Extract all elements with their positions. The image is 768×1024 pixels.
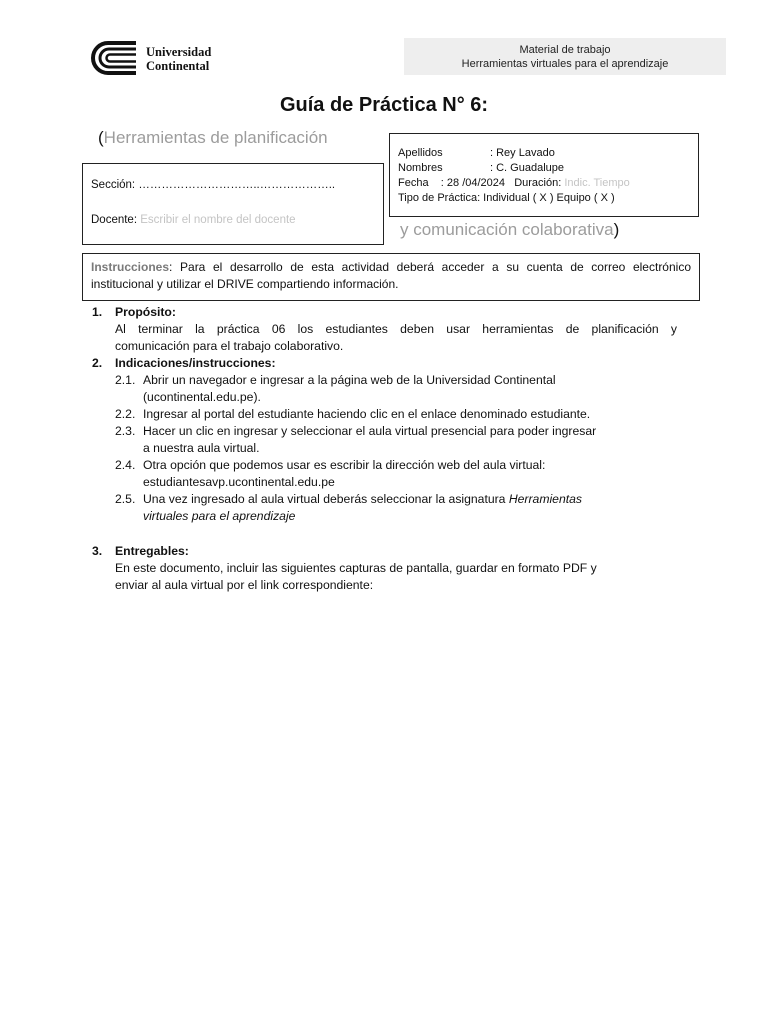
step-text: virtuales para el aprendizaje (143, 509, 296, 523)
seccion-label: Sección: (91, 179, 139, 191)
step-text: Abrir un navegador e ingresar a la página web de la Universidad Continental (143, 373, 556, 387)
subtitle-open-paren: ( (98, 128, 104, 147)
tipo-row: Tipo de Práctica: Individual ( X ) Equipo ( X ) (398, 192, 615, 204)
apellidos-value: : Rey Lavado (490, 147, 555, 159)
section-3-heading: Entregables: (115, 544, 189, 558)
section-1-line-1: Al terminar la práctica 06 los estudiantes deben usar herramientas de planificación y (115, 322, 677, 336)
instructions-box (82, 253, 700, 301)
step-text: Otra opción que podemos usar es escribir la dirección web del aula virtual: (143, 458, 546, 472)
university-logo (90, 40, 230, 80)
nombres-value: : C. Guadalupe (490, 162, 564, 174)
apellidos-label: Apellidos (398, 147, 443, 159)
section-1-number: 1. (92, 305, 103, 319)
step-number: 2.4. (115, 458, 136, 472)
duracion-value[interactable]: Indic. Tiempo (564, 177, 630, 189)
subtitle-part-1 (98, 128, 328, 148)
step-number: 2.2. (115, 407, 136, 421)
subtitle-text-2: y comunicación colaborativa (400, 220, 614, 239)
docente-label: Docente: (91, 214, 141, 226)
step-text: (ucontinental.edu.pe). (143, 390, 261, 404)
step-text: Una vez ingresado al aula virtual deberás seleccionar la asignatura (143, 492, 509, 506)
header-line-1: Material de trabajo (519, 44, 611, 56)
instructions-text: : Para el desarrollo de esta actividad deberá acceder a su cuenta de correo electrónico institucional y utilizar el DRIVE compartiendo información. (91, 260, 691, 291)
subtitle-close-paren: ) (613, 220, 620, 239)
section-2-number: 2. (92, 356, 103, 370)
student-info-box (389, 133, 699, 217)
seccion-field[interactable]: …………………………..……………….. (138, 179, 336, 191)
section-1-heading: Propósito: (115, 305, 176, 319)
seccion-row (91, 179, 335, 191)
step-text: Hacer un clic en ingresar y seleccionar el aula virtual presencial para poder ingresar (143, 424, 597, 438)
subtitle-part-2 (400, 220, 619, 240)
section-2-heading: Indicaciones/instrucciones: (115, 356, 276, 370)
university-logo-icon (90, 40, 140, 76)
apellidos-row (398, 147, 555, 159)
section-3-line-2: enviar al aula virtual por el link correspondiente: (115, 578, 374, 592)
step-number: 2.1. (115, 373, 136, 387)
page-title: Guía de Práctica N° 6: (279, 94, 489, 116)
fecha-text: Fecha : 28 /04/2024 (398, 177, 515, 189)
logo-line-2: Continental (146, 59, 210, 73)
subtitle-text-1: Herramientas de planificación (103, 128, 328, 147)
fecha-row (398, 177, 630, 189)
step-number: 2.3. (115, 424, 136, 438)
document-header (404, 38, 726, 75)
step-link-text: estudiantesavp.ucontinental.edu.pe (143, 475, 335, 489)
section-3-number: 3. (92, 544, 103, 558)
nombres-label: Nombres (398, 162, 443, 174)
section-3-line-1: En este documento, incluir las siguientes capturas de pantalla, guardar en formato PDF y (115, 561, 597, 575)
docente-field[interactable]: Escribir el nombre del docente (140, 214, 296, 226)
section-docente-box (82, 163, 384, 245)
step-text: Ingresar al portal del estudiante haciendo clic en el enlace denominado estudiante. (143, 407, 591, 421)
section-1-line-2: comunicación para el trabajo colaborativo. (115, 339, 344, 353)
duracion-label: Duración: (514, 177, 565, 189)
step-number: 2.5. (115, 492, 136, 506)
step-text-row (143, 491, 582, 508)
header-line-2: Herramientas virtuales para el aprendizaje (461, 58, 669, 70)
step-text: a nuestra aula virtual. (143, 441, 260, 455)
nombres-row (398, 162, 564, 174)
step-text-italic: Herramientas (508, 492, 582, 506)
instructions-label: Instrucciones (91, 260, 170, 274)
docente-row (91, 214, 296, 226)
logo-line-1: Universidad (146, 45, 212, 59)
